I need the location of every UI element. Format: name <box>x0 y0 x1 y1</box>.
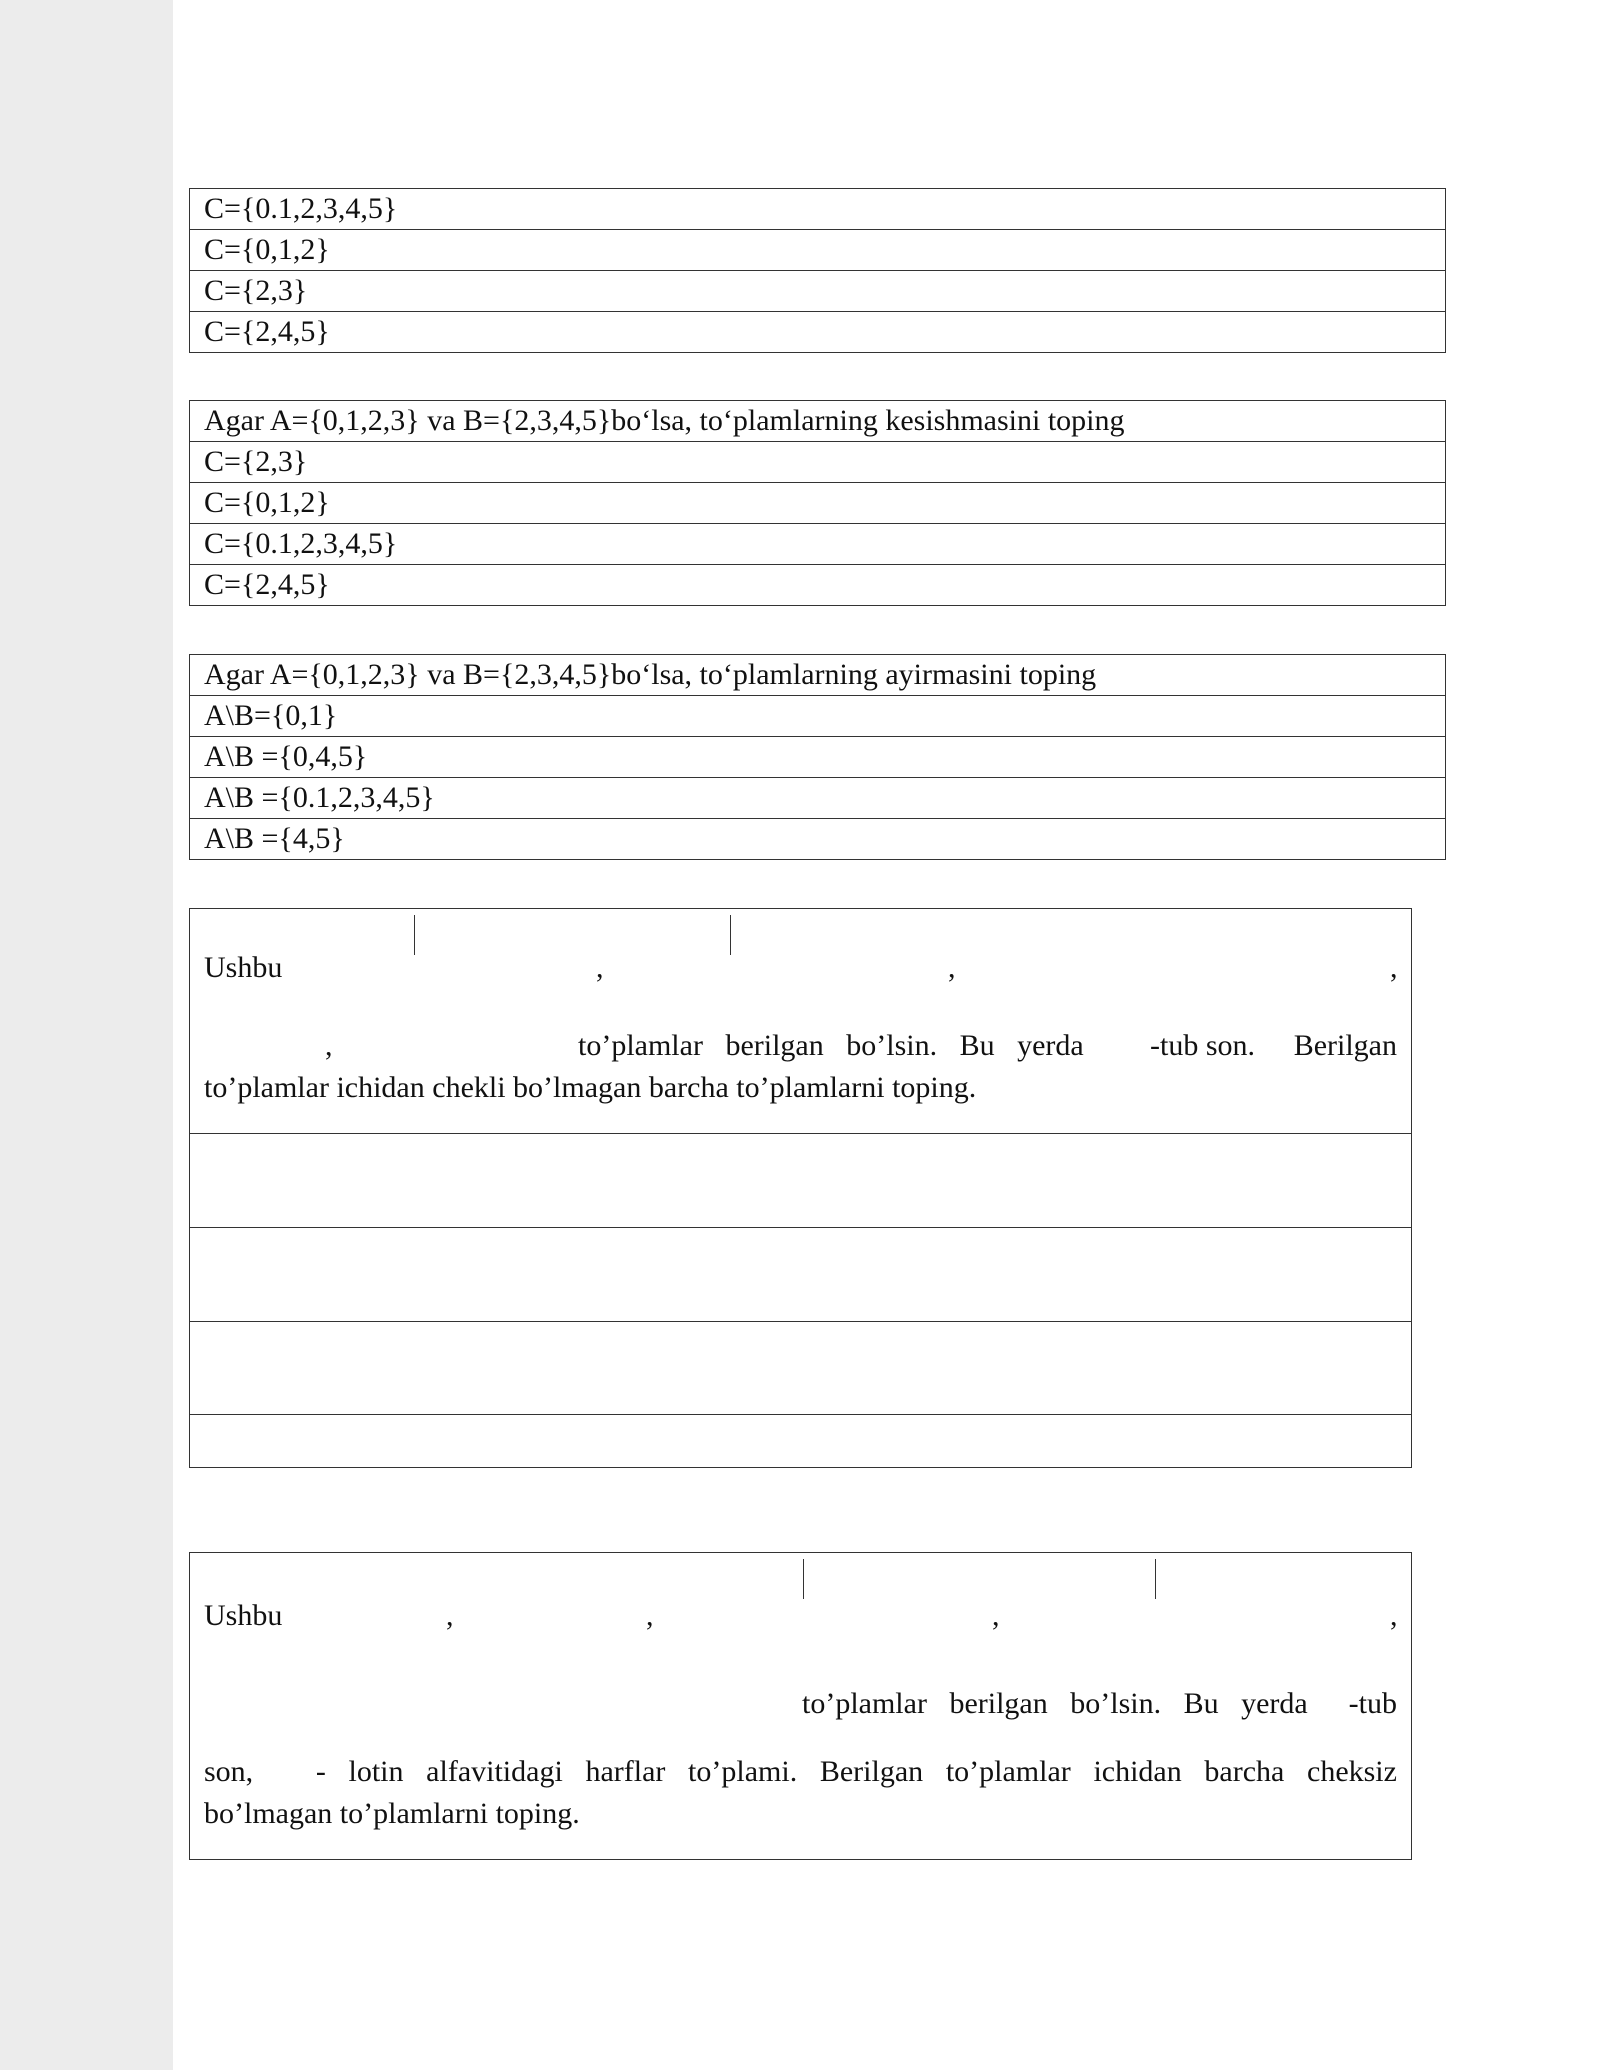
comma: , <box>446 1599 454 1632</box>
question-box-infinite-sets <box>189 1552 1412 1860</box>
divider <box>190 1133 1411 1134</box>
question-text-line: to’plamlar berilgan bo’lsin. Bu yerda <box>578 1029 1084 1062</box>
question-word: Ushbu <box>204 1599 283 1632</box>
table-row: A\B ={4,5} <box>190 819 1446 860</box>
table-row: A\B ={0.1,2,3,4,5} <box>190 778 1446 819</box>
table-row: C={0,1,2} <box>190 230 1446 271</box>
table-row: C={0.1,2,3,4,5} <box>190 524 1446 565</box>
divider <box>190 1227 1411 1228</box>
comma: , <box>1390 1599 1398 1632</box>
formula-bar <box>414 915 415 955</box>
question-text-line: Berilgan <box>1293 1029 1397 1062</box>
table-row: C={2,4,5} <box>190 312 1446 353</box>
comma: , <box>992 1599 1000 1632</box>
question-text-line: son, - lotin alfavitidagi harflar to’plami. Berilgan to’plamlar ichidan barcha cheksiz <box>204 1755 1397 1788</box>
question-table-intersection <box>189 400 1446 606</box>
formula-bar <box>803 1559 804 1599</box>
divider <box>190 1321 1411 1322</box>
question-text-line: to’plamlar ichidan chekli bo’lmagan barcha to’plamlarni toping. <box>204 1071 977 1104</box>
table-row: C={0.1,2,3,4,5} <box>190 189 1446 230</box>
question-text: Agar A={0,1,2,3} va B={2,3,4,5}bo‘lsa, to‘plamlarning kesishmasini toping <box>190 401 1446 442</box>
comma: , <box>948 951 956 984</box>
question-text: Agar A={0,1,2,3} va B={2,3,4,5}bo‘lsa, to‘plamlarning ayirmasini toping <box>190 655 1446 696</box>
table-row: C={2,4,5} <box>190 565 1446 606</box>
table-row: C={0,1,2} <box>190 483 1446 524</box>
comma: , <box>1390 951 1398 984</box>
table-row: C={2,3} <box>190 271 1446 312</box>
formula-bar <box>730 915 731 955</box>
question-word: Ushbu <box>204 951 283 984</box>
table-row: C={2,3} <box>190 442 1446 483</box>
comma: , <box>596 951 604 984</box>
table-row: A\B ={0,4,5} <box>190 737 1446 778</box>
question-text-line: -tub <box>1348 1687 1397 1720</box>
question-table-difference <box>189 654 1446 860</box>
question-box-finite-sets <box>189 908 1412 1468</box>
question-text-line: to’plamlar berilgan bo’lsin. Bu yerda <box>802 1687 1308 1720</box>
table-row: A\B={0,1} <box>190 696 1446 737</box>
comma: , <box>325 1029 333 1062</box>
formula-bar <box>1155 1559 1156 1599</box>
comma: , <box>646 1599 654 1632</box>
question-text-line: -tub son. <box>1150 1029 1255 1062</box>
answer-table-1 <box>189 188 1446 353</box>
question-text-line: bo’lmagan to’plamlarni toping. <box>204 1797 580 1830</box>
divider <box>190 1414 1411 1415</box>
